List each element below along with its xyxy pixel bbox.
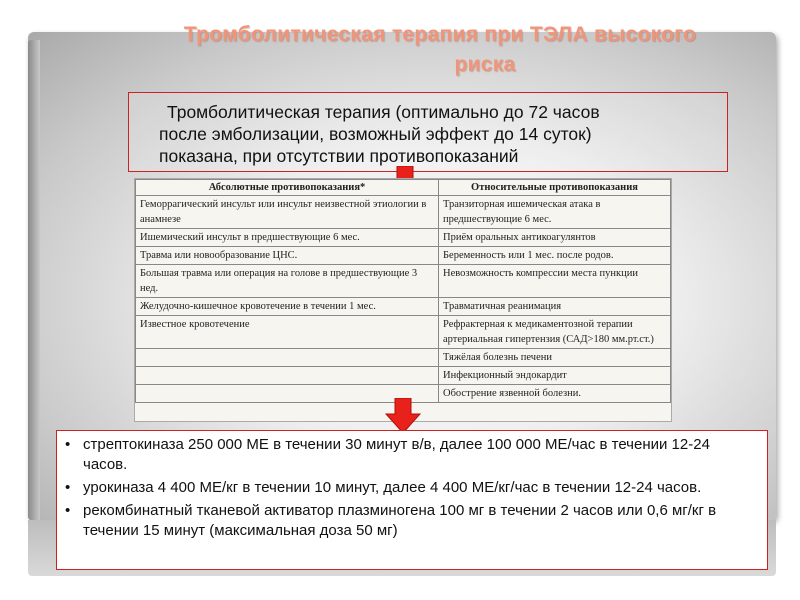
table-cell: Инфекционный эндокардит <box>439 367 671 385</box>
contraindications-table <box>134 178 672 422</box>
list-item-text: стрептокиназа 250 000 МЕ в течении 30 минут в/в, далее 100 000 МЕ/час в течении 12-24 часов. <box>83 436 710 473</box>
table-cell: Желудочно-кишечное кровотечение в течении 1 мес. <box>136 298 439 316</box>
table-cell: Обострение язвенной болезни. <box>439 385 671 403</box>
intro-line3: показана, при отсутствии противопоказаний <box>159 146 519 166</box>
intro-box <box>128 92 728 172</box>
list-item-text: урокиназа 4 400 МЕ/кг в течении 10 минут, далее 4 400 МЕ/кг/час в течении 12-24 часов. <box>83 479 702 496</box>
table-row <box>136 298 671 316</box>
bullet-icon: • <box>65 436 71 453</box>
slide-title-line1: Тромболитическая терапия при ТЭЛА высокого <box>183 23 697 46</box>
table-cell: Известное кровотечение <box>136 316 439 349</box>
table-cell: Травма или новообразование ЦНС. <box>136 247 439 265</box>
table-cell: Травматичная реанимация <box>439 298 671 316</box>
table-cell: Геморрагический инсульт или инсульт неизвестной этиологии в анамнезе <box>136 196 439 229</box>
table-header-relative: Относительные противопоказания <box>439 180 671 196</box>
list-item-text: рекомбинатный тканевой активатор плазминогена 100 мг в течении 2 часов или 0,6 мг/кг в течении 15 минут (максимальная доза 50 мг) <box>83 502 717 539</box>
dosage-list <box>65 435 757 541</box>
table-cell: Большая травма или операция на голове в предшествующие 3 нед. <box>136 265 439 298</box>
table-row <box>136 229 671 247</box>
table-row <box>136 367 671 385</box>
slide-title-line2: риска <box>454 53 516 76</box>
list-item <box>65 501 757 541</box>
list-item <box>65 435 757 475</box>
intro-line2: после эмболизации, возможный эффект до 14 суток) <box>159 124 592 144</box>
table-cell: Беременность или 1 мес. после родов. <box>439 247 671 265</box>
slide-left-bar <box>28 40 40 520</box>
table-row <box>136 247 671 265</box>
table-row <box>136 265 671 298</box>
dosage-box <box>56 430 768 570</box>
table-header-row <box>136 180 671 196</box>
table-row <box>136 349 671 367</box>
table-cell <box>136 367 439 385</box>
list-item <box>65 478 757 498</box>
bullet-icon: • <box>65 479 71 496</box>
down-arrow-icon <box>385 398 421 434</box>
intro-line1: Тромболитическая терапия (оптимально до 72 часов <box>167 102 600 122</box>
table-cell: Тяжёлая болезнь печени <box>439 349 671 367</box>
table-cell: Приём оральных антикоагулянтов <box>439 229 671 247</box>
table-cell: Ишемический инсульт в предшествующие 6 мес. <box>136 229 439 247</box>
bullet-icon: • <box>65 502 71 519</box>
table-cell <box>136 349 439 367</box>
slide-title <box>80 20 800 80</box>
table-row <box>136 316 671 349</box>
table-cell: Невозможность компрессии места пункции <box>439 265 671 298</box>
table-cell: Транзиторная ишемическая атака в предшествующие 6 мес. <box>439 196 671 229</box>
table-row <box>136 196 671 229</box>
table-cell: Рефрактерная к медикаментозной терапии артериальная гипертензия (САД>180 мм.рт.ст.) <box>439 316 671 349</box>
table-header-absolute: Абсолютные противопоказания* <box>136 180 439 196</box>
